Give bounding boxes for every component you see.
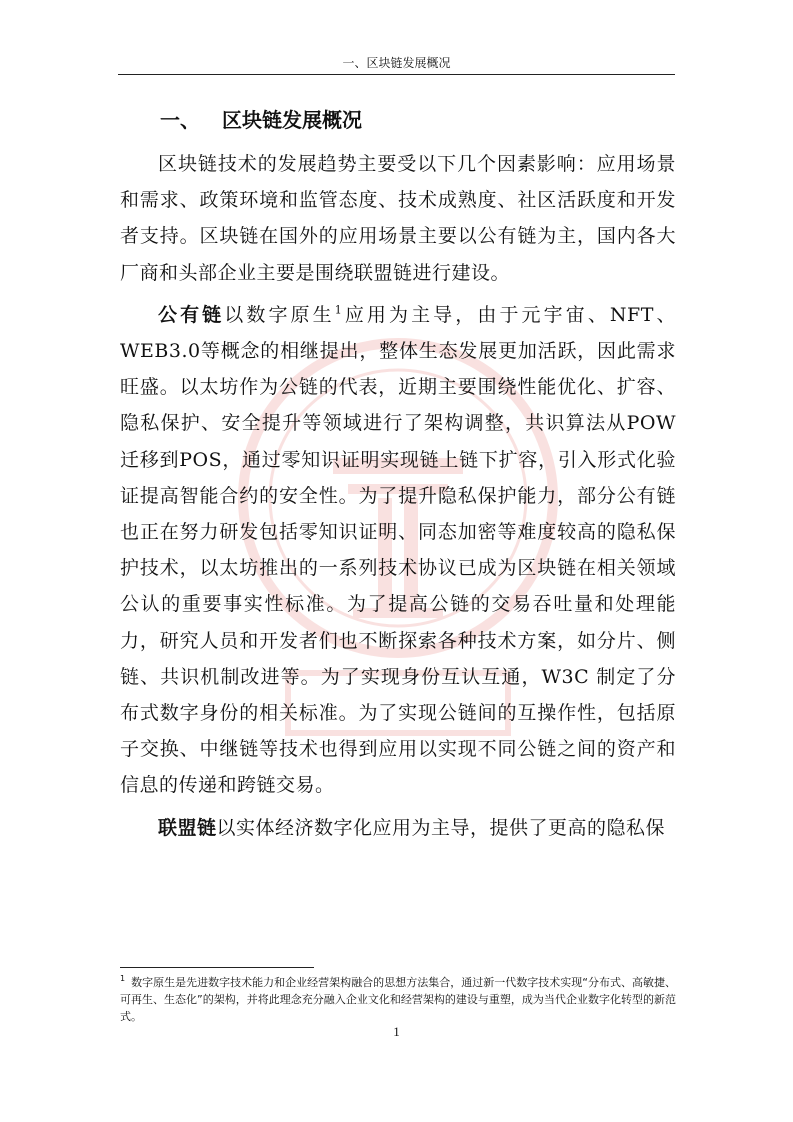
section-heading bbox=[160, 104, 362, 133]
term-public-chain: 公有链 bbox=[158, 303, 225, 326]
body-text bbox=[120, 146, 676, 852]
paragraph-text: 以数字原生 bbox=[224, 303, 335, 326]
section-title: 区块链发展概况 bbox=[222, 108, 362, 132]
paragraph-public-chain bbox=[120, 297, 676, 804]
footnote bbox=[120, 974, 676, 1025]
footnote-mark: 1 bbox=[120, 974, 126, 984]
paragraph-text: 应用为主导，由于元宇宙、NFT、WEB3.0等概念的相继提出，整体生态发展更加活跃，因此需求旺盛。以太坊作为公链的代表，近期主要围绕性能优化、扩容、隐私保护、安全提升等领域进行了架构调整，共识算法从POW迁移到POS，通过零知识证明实现链上链下扩容，引入形式化验证提高智能合约的安全性。为了提升隐私保护能力，部分公有链也正在努力研发包括零知识证明、同态加密等难度较高的隐私保护技术，以太坊推出的一系列技术协议已成为区块链在相关领域公认的重要事实性标准。为了提高公链的交易吞吐量和处理能力，研究人员和开发者们也不断探索各种技术方案，如分片、侧链、共识机制改进等。为了实现身份互认互通，W3C 制定了分布式数字身份的相关标准。为了实现公链间的互操作性，包括原子交换、中继链等技术也得到应用以实现不同公链之间的资产和信息的传递和跨链交易。 bbox=[120, 303, 676, 797]
paragraph-text: 以实体经济数字化应用为主导，提供了更高的隐私保 bbox=[216, 816, 666, 839]
section-number: 一、 bbox=[160, 108, 200, 132]
footnote-rule bbox=[120, 967, 314, 968]
header-rule bbox=[118, 74, 675, 75]
term-consortium-chain: 联盟链 bbox=[158, 816, 217, 839]
footnote-reference[interactable]: 1 bbox=[334, 303, 343, 317]
footnote-text: 数字原生是先进数字技术能力和企业经营架构融合的思想方法集合，通过新一代数字技术实现“分布式、高敏捷、可再生、生态化”的架构，并将此理念充分融入企业文化和经营架构的建设与重塑，成为当代企业数字化转型的新范式。 bbox=[120, 976, 676, 1023]
paragraph-intro: 区块链技术的发展趋势主要受以下几个因素影响：应用场景和需求、政策环境和监管态度、技术成熟度、社区活跃度和开发者支持。区块链在国外的应用场景主要以公有链为主，国内各大厂商和头部企业主要是围绕联盟链进行建设。 bbox=[120, 153, 676, 284]
running-header: 一、区块链发展概况 bbox=[342, 56, 451, 70]
page-number: 1 bbox=[393, 1024, 400, 1039]
paragraph-consortium-chain bbox=[120, 810, 676, 846]
